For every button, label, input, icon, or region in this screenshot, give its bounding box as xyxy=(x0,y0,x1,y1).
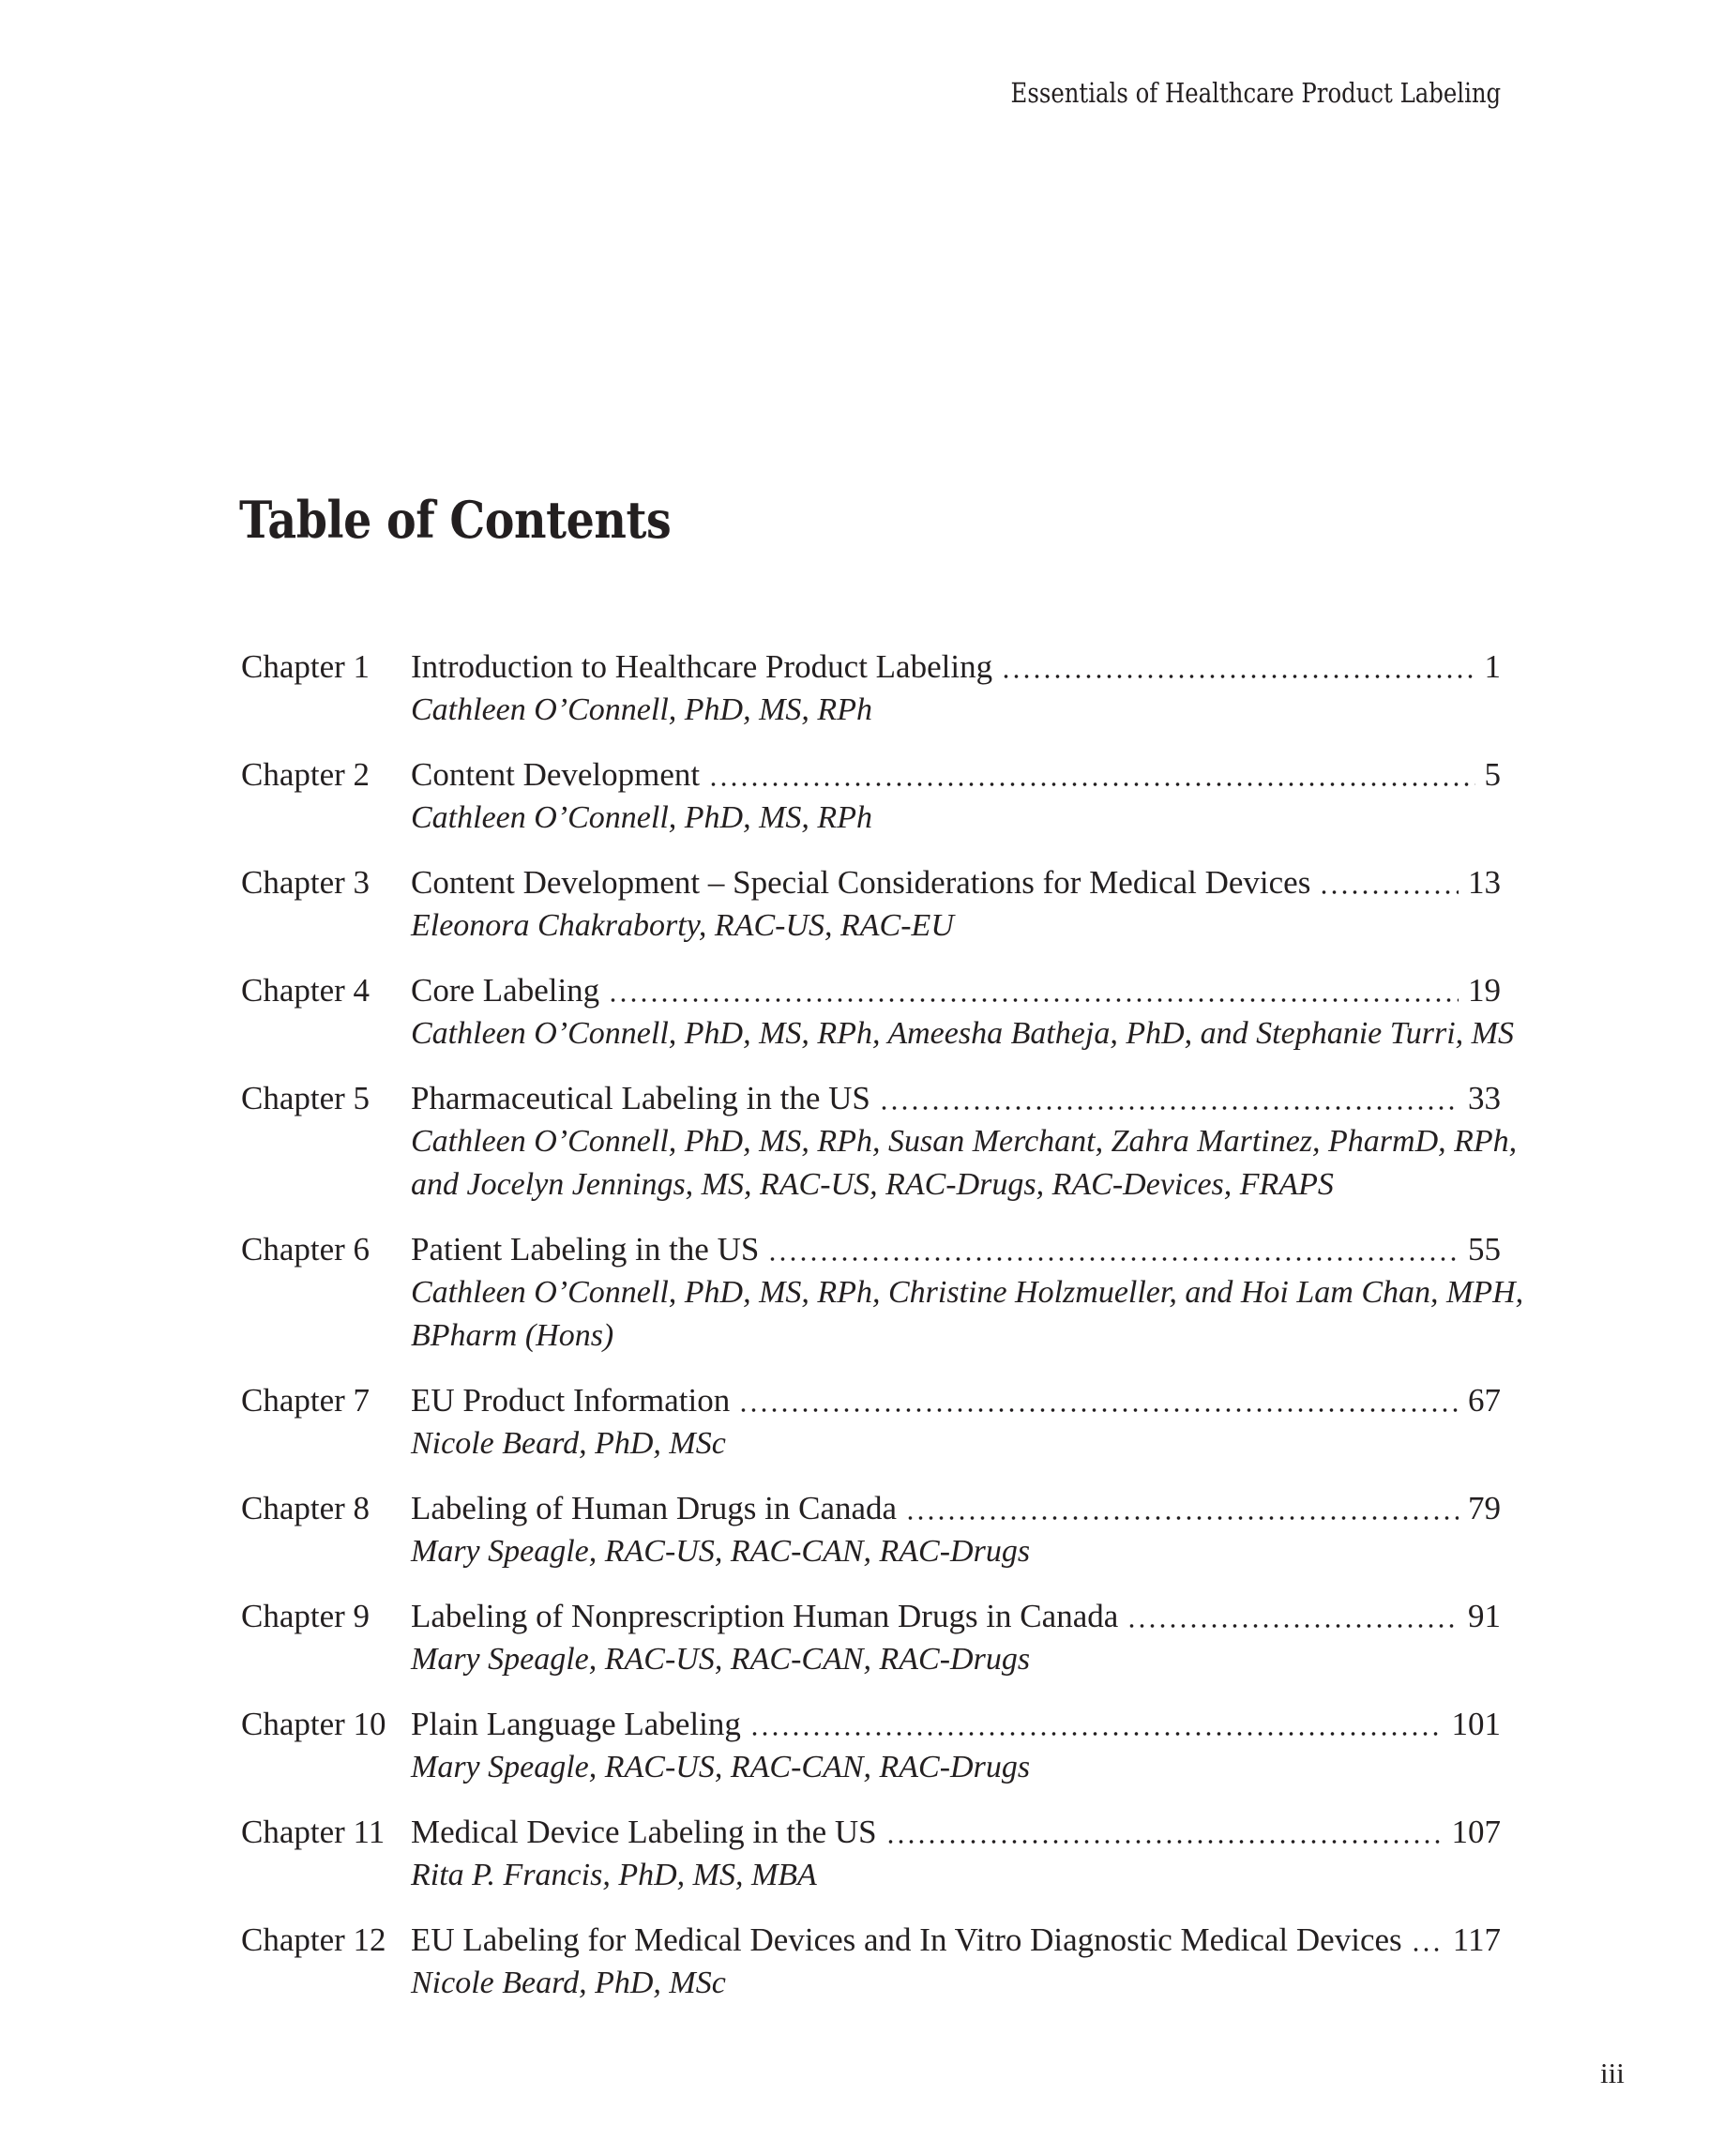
chapter-authors: BPharm (Hons) xyxy=(411,1318,614,1353)
dot-leader-icon xyxy=(608,998,1459,1002)
toc-entry-row xyxy=(241,861,1501,904)
chapter-authors: Mary Speagle, RAC-US, RAC-CAN, RAC-Drugs xyxy=(411,1534,1031,1569)
chapter-authors: Cathleen O’Connell, PhD, MS, RPh, Ameesha Batheja, PhD, and Stephanie Turri, MS xyxy=(411,1016,1515,1051)
chapter-label: Chapter 3 xyxy=(241,864,371,901)
toc-entry-row xyxy=(241,1077,1501,1120)
dot-leader-icon xyxy=(885,1840,1443,1844)
chapter-title: Core Labeling xyxy=(411,972,600,1009)
chapter-authors: Nicole Beard, PhD, MSc xyxy=(411,1426,726,1461)
chapter-label: Chapter 5 xyxy=(241,1080,371,1116)
chapter-label: Chapter 1 xyxy=(241,648,371,685)
toc-entry-row xyxy=(241,1811,1501,1854)
toc-entry-row xyxy=(241,1595,1501,1638)
chapter-authors: Cathleen O’Connell, PhD, MS, RPh xyxy=(411,692,872,727)
chapter-page-number: 5 xyxy=(1484,756,1501,793)
chapter-title: Patient Labeling in the US xyxy=(411,1231,760,1268)
toc-entry xyxy=(241,1919,1501,2005)
chapter-page-number: 117 xyxy=(1452,1921,1501,1958)
toc-entry-row xyxy=(241,1919,1501,1962)
dot-leader-icon xyxy=(905,1516,1459,1520)
chapter-label: Chapter 9 xyxy=(241,1598,371,1634)
chapter-authors: and Jocelyn Jennings, MS, RAC-US, RAC-Drugs, RAC-Devices, FRAPS xyxy=(411,1167,1334,1202)
toc-entry xyxy=(241,1487,1501,1573)
toc-entry-row xyxy=(241,1703,1501,1746)
toc-entry-row xyxy=(241,1379,1501,1422)
chapter-page-number: 55 xyxy=(1468,1231,1501,1268)
dot-leader-icon xyxy=(1001,675,1474,678)
chapter-label: Chapter 6 xyxy=(241,1231,371,1268)
chapter-page-number: 101 xyxy=(1451,1706,1501,1742)
chapter-title: Medical Device Labeling in the US xyxy=(411,1814,877,1850)
chapter-label: Chapter 7 xyxy=(241,1382,371,1419)
chapter-label: Chapter 10 xyxy=(241,1706,386,1742)
toc-entry xyxy=(241,969,1515,1055)
chapter-authors: Mary Speagle, RAC-US, RAC-CAN, RAC-Drugs xyxy=(411,1750,1031,1784)
dot-leader-icon xyxy=(879,1106,1459,1110)
chapter-title: Labeling of Nonprescription Human Drugs in Canada xyxy=(411,1598,1119,1634)
chapter-page-number: 107 xyxy=(1451,1814,1501,1850)
chapter-authors: Cathleen O’Connell, PhD, MS, RPh, Christine Holzmueller, and Hoi Lam Chan, MPH, xyxy=(411,1275,1524,1310)
toc-entry xyxy=(241,1595,1501,1681)
chapter-page-number: 91 xyxy=(1468,1598,1501,1634)
chapter-label: Chapter 12 xyxy=(241,1921,386,1958)
folio-page-number: iii xyxy=(1600,2057,1625,2089)
toc-entry xyxy=(241,1811,1501,1897)
chapter-authors: Rita P. Francis, PhD, MS, MBA xyxy=(411,1858,817,1892)
chapter-title: Content Development – Special Considerations for Medical Devices xyxy=(411,864,1311,901)
chapter-page-number: 33 xyxy=(1468,1080,1501,1116)
chapter-page-number: 67 xyxy=(1468,1382,1501,1419)
toc-entry xyxy=(241,861,1501,948)
chapter-label: Chapter 8 xyxy=(241,1490,371,1526)
chapter-authors: Mary Speagle, RAC-US, RAC-CAN, RAC-Drugs xyxy=(411,1642,1031,1677)
chapter-authors: Eleonora Chakraborty, RAC-US, RAC-EU xyxy=(411,908,954,943)
chapter-authors: Cathleen O’Connell, PhD, MS, RPh xyxy=(411,800,872,835)
toc-entry-row xyxy=(241,1487,1501,1530)
chapter-authors: Nicole Beard, PhD, MSc xyxy=(411,1966,726,2000)
toc-entry xyxy=(241,1379,1501,1465)
toc-entry xyxy=(241,645,1501,732)
chapter-label: Chapter 4 xyxy=(241,972,371,1009)
chapter-title: Content Development xyxy=(411,756,701,793)
chapter-page-number: 19 xyxy=(1468,972,1501,1009)
toc-entry xyxy=(241,1703,1501,1789)
dot-leader-icon xyxy=(749,1732,1443,1736)
running-header: Essentials of Healthcare Product Labeling xyxy=(1010,77,1501,109)
chapter-title: Introduction to Healthcare Product Labeling xyxy=(411,648,993,685)
chapter-label: Chapter 2 xyxy=(241,756,371,793)
table-of-contents xyxy=(241,645,1524,2027)
chapter-title: EU Labeling for Medical Devices and In Vitro Diagnostic Medical Devices xyxy=(411,1921,1402,1958)
toc-entry xyxy=(241,1077,1518,1207)
toc-entry-row xyxy=(241,1228,1501,1271)
toc-entry xyxy=(241,753,1501,840)
page-title: Table of Contents xyxy=(239,490,672,550)
chapter-label: Chapter 11 xyxy=(241,1814,386,1850)
chapter-page-number: 13 xyxy=(1468,864,1501,901)
chapter-authors: Cathleen O’Connell, PhD, MS, RPh, Susan Merchant, Zahra Martinez, PharmD, RPh, xyxy=(411,1124,1518,1159)
dot-leader-icon xyxy=(1127,1624,1459,1628)
toc-entry-row xyxy=(241,969,1501,1012)
dot-leader-icon xyxy=(738,1408,1459,1412)
toc-entry-row xyxy=(241,753,1501,797)
chapter-title: Pharmaceutical Labeling in the US xyxy=(411,1080,870,1116)
dot-leader-icon xyxy=(708,782,1474,786)
chapter-title: EU Product Information xyxy=(411,1382,731,1419)
dot-leader-icon xyxy=(1411,1948,1444,1951)
toc-entry xyxy=(241,1228,1524,1358)
dot-leader-icon xyxy=(1319,890,1459,894)
chapter-title: Plain Language Labeling xyxy=(411,1706,741,1742)
chapter-page-number: 1 xyxy=(1484,648,1501,685)
chapter-title: Labeling of Human Drugs in Canada xyxy=(411,1490,898,1526)
toc-entry-row xyxy=(241,645,1501,689)
chapter-page-number: 79 xyxy=(1468,1490,1501,1526)
dot-leader-icon xyxy=(767,1257,1459,1261)
